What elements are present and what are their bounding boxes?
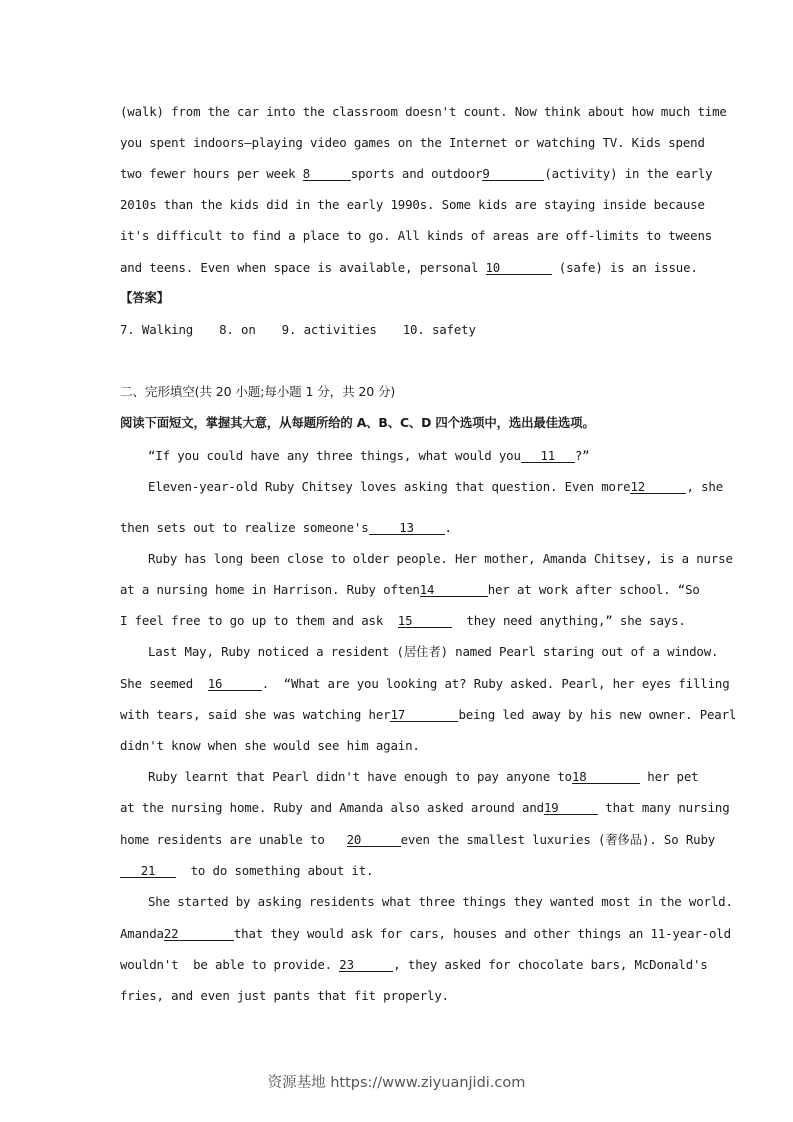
passage-line: didn't know when she would see him again. bbox=[120, 738, 420, 753]
passage-line bbox=[120, 769, 699, 785]
section-title: 二、完形填空(共 20 小题;每小题 1 分，共 20 分) bbox=[120, 384, 396, 399]
text: wouldn't be able to provide. bbox=[120, 957, 340, 972]
blank-10: 10 bbox=[486, 261, 552, 275]
blank-8: 8 bbox=[303, 167, 351, 181]
passage-line bbox=[120, 479, 724, 495]
text: to do something about it. bbox=[176, 863, 374, 878]
passage-line bbox=[120, 707, 737, 723]
text: even the smallest luxuries (奢侈品). So Ruby bbox=[400, 832, 716, 847]
blank-19: 19 bbox=[544, 801, 598, 815]
blank-16: 16 bbox=[208, 677, 262, 691]
blank-20: 20 bbox=[347, 833, 401, 847]
text: her pet bbox=[639, 769, 699, 784]
passage-line: it's difficult to find a place to go. All kinds of areas are off-limits to tweens bbox=[120, 228, 713, 243]
passage-line bbox=[120, 582, 700, 598]
passage-line: Ruby has long been close to older people. Her mother, Amanda Chitsey, is a nurse bbox=[148, 551, 733, 566]
text: that many nursing bbox=[597, 800, 730, 815]
blank-15: 15 bbox=[398, 614, 452, 628]
text: two fewer hours per week bbox=[120, 166, 303, 181]
passage-line bbox=[120, 800, 730, 816]
blank-22: 22 bbox=[164, 927, 234, 941]
passage-line bbox=[120, 676, 730, 692]
blank-21: 21 bbox=[120, 864, 176, 878]
text: Ruby learnt that Pearl didn't have enough to pay anyone to bbox=[148, 769, 572, 784]
text: home residents are unable to bbox=[120, 832, 347, 847]
text: She seemed bbox=[120, 676, 208, 691]
text: Amanda bbox=[120, 926, 164, 941]
passage-line: you spent indoors—playing video games on the Internet or watching TV. Kids spend bbox=[120, 135, 705, 150]
passage-line bbox=[120, 166, 713, 182]
text: that they would ask for cars, houses and other things an 11-year-old bbox=[233, 926, 731, 941]
passage-line bbox=[120, 863, 674, 879]
text: Eleven-year-old Ruby Chitsey loves asking that question. Even more bbox=[148, 479, 631, 494]
answer-heading: 【答案】 bbox=[120, 290, 169, 305]
text: at the nursing home. Ruby and Amanda also asked around and bbox=[120, 800, 544, 815]
blank-14: 14 bbox=[420, 583, 488, 597]
answer-9: 9. activities bbox=[281, 322, 377, 337]
text: being led away by his new owner. Pearl bbox=[458, 707, 737, 722]
blank-18: 18 bbox=[572, 770, 640, 784]
passage-line bbox=[120, 832, 716, 848]
text: . “What are you looking at? Ruby asked. Pearl, her eyes filling bbox=[261, 676, 730, 691]
text: I feel free to go up to them and ask bbox=[120, 613, 398, 628]
text: they need anything,” she says. bbox=[451, 613, 686, 628]
passage-line bbox=[120, 260, 698, 276]
blank-12: 12 bbox=[630, 480, 686, 494]
text: at a nursing home in Harrison. Ruby often bbox=[120, 582, 420, 597]
passage-line bbox=[120, 448, 674, 464]
answer-8: 8. on bbox=[219, 322, 256, 337]
passage-line bbox=[120, 520, 674, 536]
passage-line: fries, and even just pants that fit properly. bbox=[120, 988, 449, 1003]
text: (safe) is an issue. bbox=[551, 260, 698, 275]
text: her at work after school. “So bbox=[487, 582, 700, 597]
passage-line: Last May, Ruby noticed a resident (居住者) named Pearl staring out of a window. bbox=[148, 644, 719, 659]
section-instruction: 阅读下面短文，掌握其大意，从每题所给的 A、B、C、D 四个选项中，选出最佳选项。 bbox=[120, 415, 595, 430]
text: then sets out to realize someone's bbox=[120, 520, 369, 535]
text: sports and outdoor bbox=[350, 166, 483, 181]
passage-line bbox=[120, 926, 731, 942]
passage-line: (walk) from the car into the classroom doesn't count. Now think about how much time bbox=[120, 104, 727, 119]
answer-7: 7. Walking bbox=[120, 322, 194, 337]
passage-line bbox=[120, 613, 686, 629]
text: with tears, said she was watching her bbox=[120, 707, 391, 722]
blank-17: 17 bbox=[390, 708, 458, 722]
text: (activity) in the early bbox=[544, 166, 713, 181]
text: “If you could have any three things, what would you bbox=[148, 448, 521, 463]
passage-line: 2010s than the kids did in the early 1990s. Some kids are staying inside because bbox=[120, 197, 705, 212]
blank-23: 23 bbox=[339, 958, 393, 972]
answer-10: 10. safety bbox=[402, 322, 476, 337]
answer-list bbox=[120, 322, 674, 338]
blank-9: 9 bbox=[482, 167, 544, 181]
text: . bbox=[444, 520, 452, 535]
passage-line: She started by asking residents what three things they wanted most in the world. bbox=[148, 894, 733, 909]
blank-11: 11 bbox=[521, 449, 575, 463]
text: and teens. Even when space is available, personal bbox=[120, 260, 486, 275]
footer-watermark: 资源基地 https://www.ziyuanjidi.com bbox=[267, 1075, 526, 1091]
passage-line bbox=[120, 957, 708, 973]
text: , she bbox=[686, 479, 724, 494]
text: , they asked for chocolate bars, McDonald's bbox=[393, 957, 708, 972]
text: ?” bbox=[574, 448, 590, 463]
blank-13: 13 bbox=[369, 521, 445, 535]
